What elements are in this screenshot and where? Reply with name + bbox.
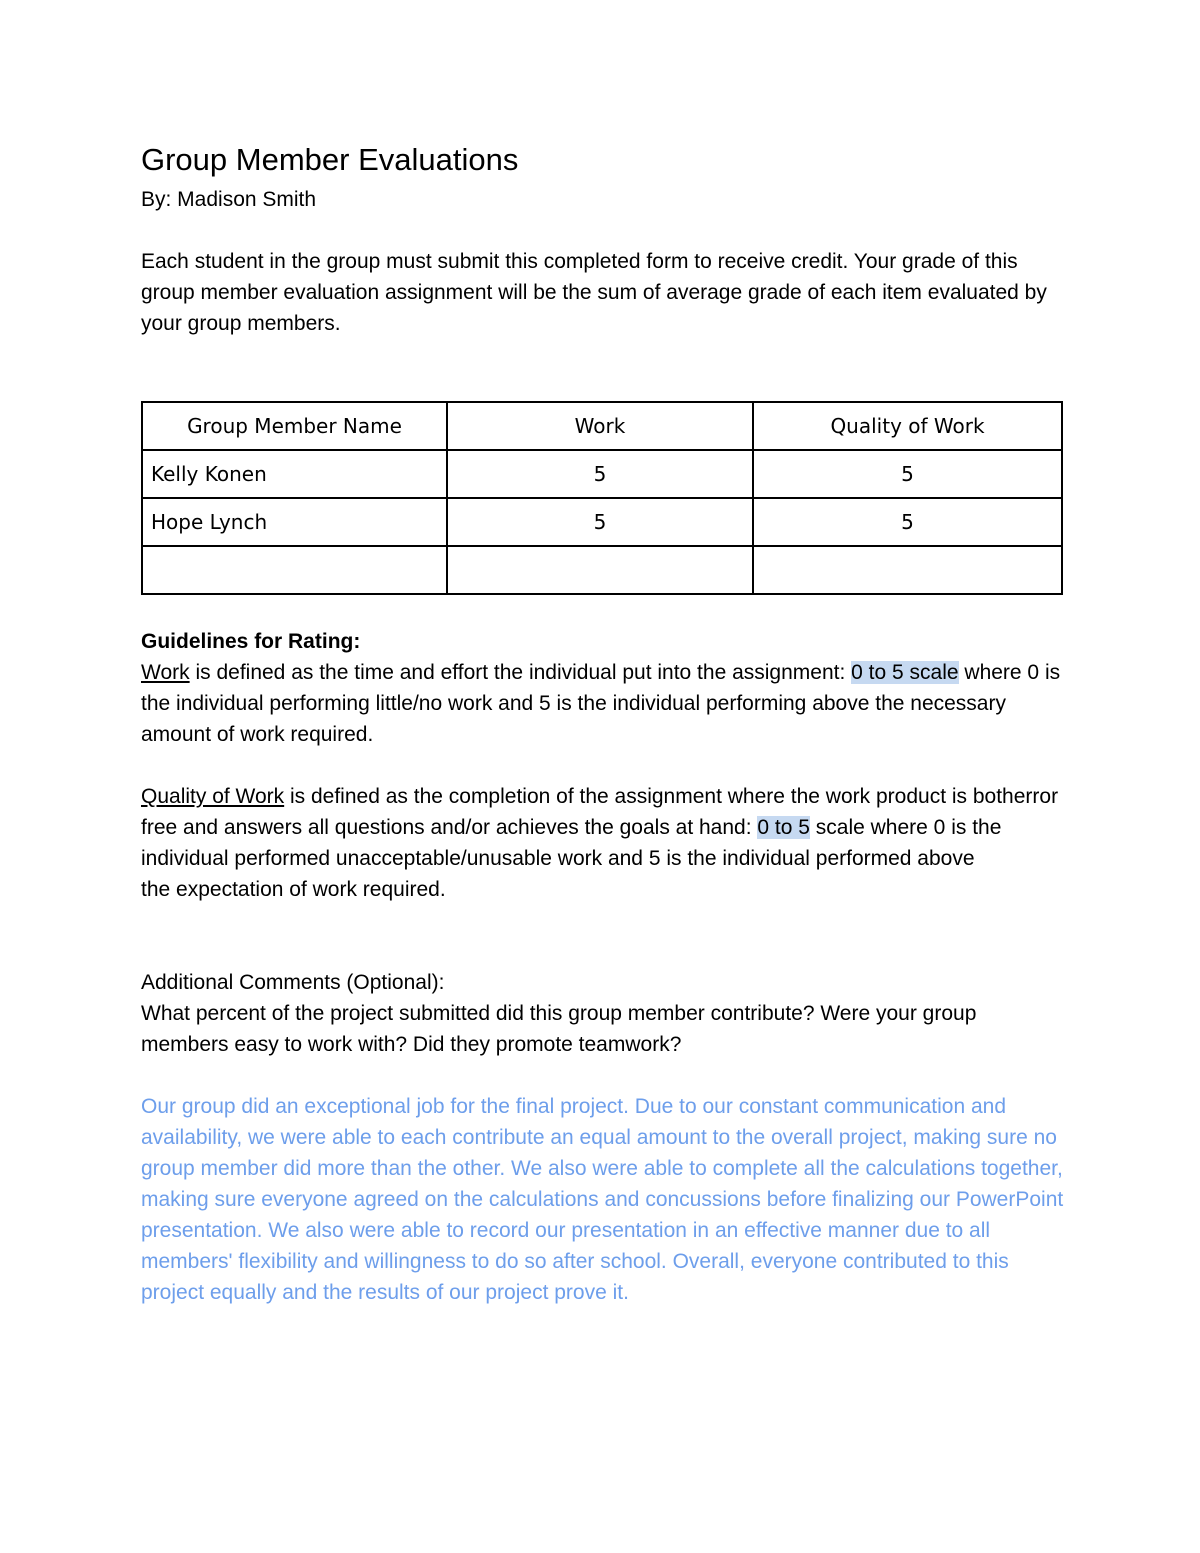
table-header-row bbox=[142, 402, 1062, 450]
quality-definition bbox=[141, 781, 1066, 874]
member-name-cell[interactable] bbox=[142, 546, 447, 594]
work-score-cell[interactable]: 5 bbox=[447, 450, 753, 498]
quality-term: Quality of Work bbox=[141, 785, 285, 808]
quality-score-cell[interactable]: 5 bbox=[753, 498, 1062, 546]
quality-definition-rest: scale where 0 is the individual performed unacceptable/unusable work and 5 is the individual performed above bbox=[141, 816, 1002, 870]
document-title: Group Member Evaluations bbox=[141, 142, 519, 177]
evaluation-table bbox=[141, 401, 1063, 595]
quality-scale-highlight: 0 to 5 bbox=[757, 816, 810, 839]
work-score-cell[interactable] bbox=[447, 546, 753, 594]
table-row bbox=[142, 450, 1062, 498]
intro-paragraph: Each student in the group must submit this completed form to receive credit. Your grade of this group member evaluation assignment will be the sum of average grade of each item evaluated by your group members. bbox=[141, 250, 1047, 335]
comments-heading: Additional Comments (Optional): bbox=[141, 971, 445, 994]
header-quality-of-work: Quality of Work bbox=[753, 402, 1062, 450]
header-group-member-name: Group Member Name bbox=[142, 402, 447, 450]
quality-definition-last-line: the expectation of work required. bbox=[141, 878, 446, 901]
member-name-cell[interactable]: Kelly Konen bbox=[142, 450, 447, 498]
comments-prompt: What percent of the project submitted did this group member contribute? Were your group members easy to work with? Did they promote teamwork? bbox=[141, 1002, 977, 1056]
quality-definition-text: is defined as the completion of the assignment where the work product is botherror free and answers all questions and/or achieves the goals at hand: bbox=[141, 785, 1059, 839]
table-row bbox=[142, 498, 1062, 546]
work-definition-rest: where 0 is the individual performing little/no work and 5 is the individual performing above the necessary amount of work required. bbox=[141, 661, 1061, 746]
header-work: Work bbox=[447, 402, 753, 450]
guidelines-heading: Guidelines for Rating: bbox=[141, 630, 361, 653]
work-score-cell[interactable]: 5 bbox=[447, 498, 753, 546]
work-scale-highlight: 0 to 5 scale bbox=[851, 661, 959, 684]
work-definition-text: is defined as the time and effort the individual put into the assignment: bbox=[189, 661, 852, 684]
quality-score-cell[interactable]: 5 bbox=[753, 450, 1062, 498]
member-name-cell[interactable]: Hope Lynch bbox=[142, 498, 447, 546]
work-definition bbox=[141, 657, 1066, 750]
comments-section bbox=[141, 967, 1066, 1308]
document-page bbox=[141, 140, 1066, 1308]
comments-response[interactable]: Our group did an exceptional job for the final project. Due to our constant communication and availability, we were able to each contribute an equal amount to the overall project, making sure no group member did more than the other. We also were able to complete all the calculations together, making sure everyone agreed on the calculations and concussions before finalizing our PowerPoint presentation. We also were able to record our presentation in an effective manner due to all members' flexibility and willingness to do so after school. Overall, everyone contributed to this project equally and the results of our project prove it. bbox=[141, 1095, 1064, 1304]
author-line: By: Madison Smith bbox=[141, 188, 317, 211]
table-row bbox=[142, 546, 1062, 594]
work-term: Work bbox=[141, 661, 190, 684]
guidelines-section bbox=[141, 626, 1066, 905]
quality-score-cell[interactable] bbox=[753, 546, 1062, 594]
